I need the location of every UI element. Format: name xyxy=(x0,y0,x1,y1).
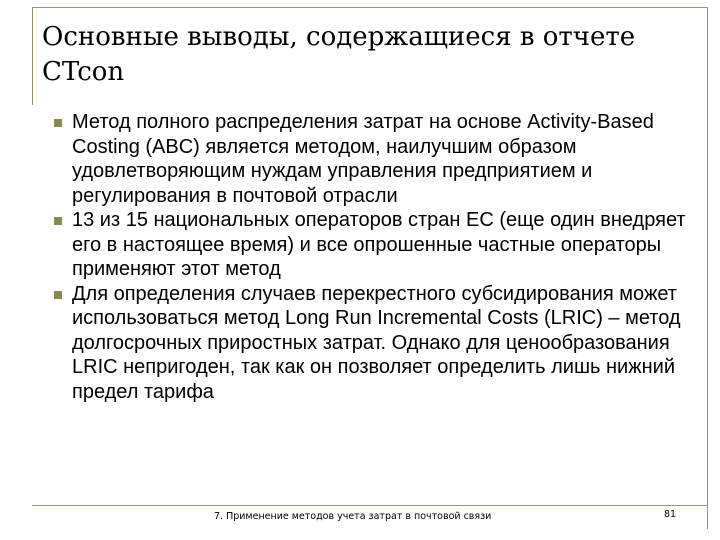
square-bullet-icon xyxy=(54,119,62,127)
slide-title: Основные выводы, содержащиеся в отчете CTcon xyxy=(42,22,636,87)
frame-left-line xyxy=(32,7,33,105)
frame-top-line xyxy=(32,7,708,8)
page-number: 81 xyxy=(664,509,677,520)
bullet-item xyxy=(54,110,694,208)
bullet-list xyxy=(54,110,694,404)
square-bullet-icon xyxy=(54,217,62,225)
bullet-text: Метод полного распределения затрат на основе Activity-Based Costing (ABC) является методом, наилучшим образом удовлетворяющим нуждам управления предприятием и регулирования в почтовой отрасли xyxy=(72,111,654,207)
footer-caption: 7. Применение методов учета затрат в почтовой связи xyxy=(214,511,492,522)
frame-bottom-line xyxy=(32,505,708,506)
frame-right-line xyxy=(707,7,708,529)
square-bullet-icon xyxy=(54,291,62,299)
bullet-text: 13 из 15 национальных операторов стран ЕС (еще один внедряет его в настоящее время) и все опрошенные частные операторы применяют этот метод xyxy=(72,209,686,280)
bullet-text: Для определения случаев перекрестного субсидирования может использоваться метод Long Run Incremental Costs (LRIC) – метод долгосрочных приростных затрат. Однако для ценообразования LRIC непригоден, так как он позволяет определить лишь нижний предел тарифа xyxy=(72,282,681,403)
bullet-item xyxy=(54,282,694,405)
bullet-item xyxy=(54,208,694,282)
